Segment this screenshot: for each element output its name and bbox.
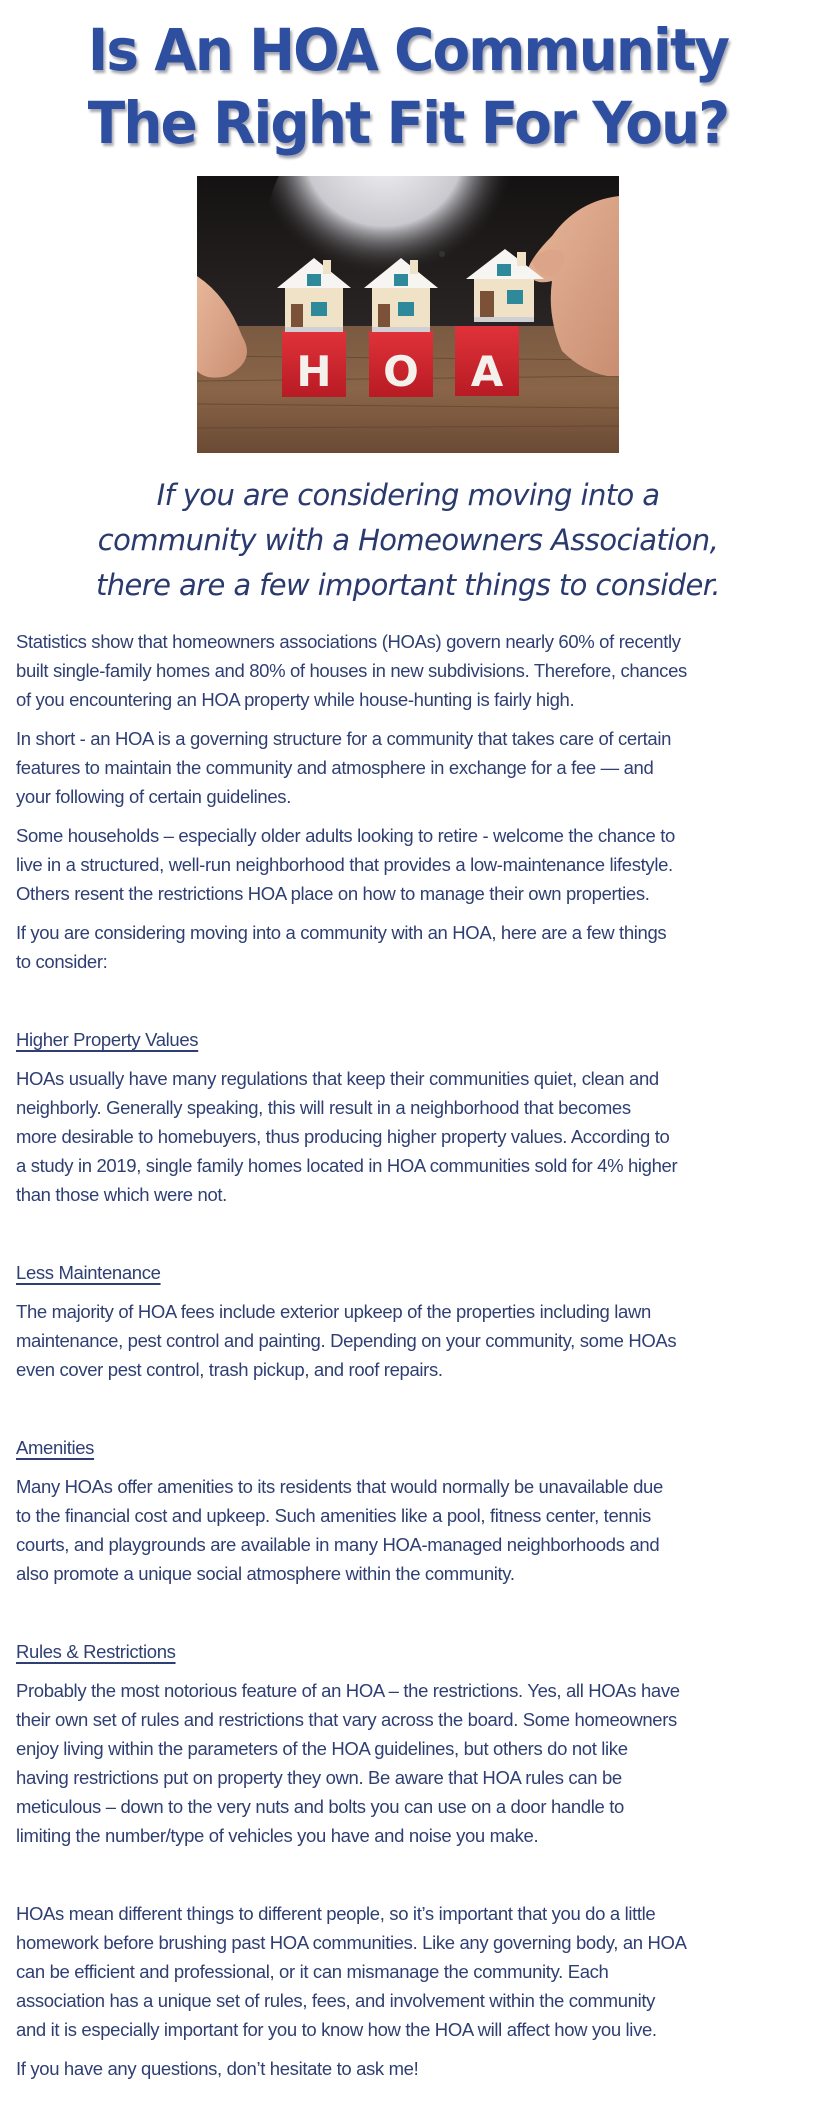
text-line: homework before brushing past HOA communities. Like any governing body, an HOA (16, 1932, 687, 1953)
section-heading-text: Higher Property Values (16, 1029, 199, 1050)
closing-paragraph (16, 1899, 806, 2044)
text-line: Many HOAs offer amenities to its residents that would normally be unavailable due (16, 1476, 663, 1497)
blank-line (16, 1219, 806, 1258)
text-line: of you encountering an HOA property while house-hunting is fairly high. (16, 689, 575, 710)
block-letter-h: H (296, 347, 332, 396)
section-heading-amenities (16, 1433, 806, 1462)
blank-line (16, 1394, 806, 1433)
article-body (16, 627, 806, 2093)
section-heading-rules-restrictions (16, 1637, 806, 1666)
subtitle-line: there are a few important things to consider. (95, 568, 720, 602)
text-line: also promote a unique social atmosphere within the community. (16, 1563, 515, 1584)
text-line: HOAs usually have many regulations that keep their communities quiet, clean and (16, 1068, 659, 1089)
text-line: Others resent the restrictions HOA place on how to manage their own properties. (16, 883, 650, 904)
text-line: a study in 2019, single family homes located in HOA communities sold for 4% higher (16, 1155, 678, 1176)
hero-image (197, 176, 619, 453)
text-line: If you are considering moving into a community with an HOA, here are a few things (16, 922, 667, 943)
hoa-houses-illustration (197, 176, 619, 453)
block-letter-a: A (470, 347, 504, 396)
text-line: maintenance, pest control and painting. Depending on your community, some HOAs (16, 1330, 677, 1351)
section-heading-text: Amenities (16, 1437, 95, 1458)
text-line: enjoy living within the parameters of the HOA guidelines, but others do not like (16, 1738, 628, 1759)
text-line: neighborly. Generally speaking, this will result in a neighborhood that becomes (16, 1097, 631, 1118)
subtitle (0, 473, 816, 608)
text-line: to the financial cost and upkeep. Such amenities like a pool, fitness center, tennis (16, 1505, 651, 1526)
text-line: features to maintain the community and atmosphere in exchange for a fee — and (16, 757, 654, 778)
text-line: even cover pest control, trash pickup, and roof repairs. (16, 1359, 443, 1380)
section-heading-higher-property-values (16, 1025, 806, 1054)
text-line: your following of certain guidelines. (16, 786, 291, 807)
text-line: limiting the number/type of vehicles you have and noise you make. (16, 1825, 539, 1846)
section-heading-less-maintenance (16, 1258, 806, 1287)
text-line: courts, and playgrounds are available in many HOA-managed neighborhoods and (16, 1534, 660, 1555)
text-line: Statistics show that homeowners associations (HOAs) govern nearly 60% of recently (16, 631, 681, 652)
subtitle-line: community with a Homeowners Association, (97, 523, 719, 557)
text-line: Some households – especially older adults looking to retire - welcome the chance to (16, 825, 675, 846)
closing-call-to-action (16, 2054, 806, 2083)
text-line: The majority of HOA fees include exterior upkeep of the properties including lawn (16, 1301, 651, 1322)
text-line: their own set of rules and restrictions that vary across the board. Some homeowners (16, 1709, 677, 1730)
text-line: live in a structured, well-run neighborhood that provides a low-maintenance lifestyle. (16, 854, 673, 875)
text-line: association has a unique set of rules, fees, and involvement within the community (16, 1990, 656, 2011)
text-line: In short - an HOA is a governing structure for a community that takes care of certain (16, 728, 672, 749)
section-heading-text: Rules & Restrictions (16, 1641, 176, 1662)
section-paragraph-amenities (16, 1472, 806, 1588)
text-line: can be efficient and professional, or it can mismanage the community. Each (16, 1961, 609, 1982)
section-paragraph-less-maintenance (16, 1297, 806, 1384)
blank-line (16, 1860, 806, 1899)
text-line: and it is especially important for you to know how the HOA will affect how you live. (16, 2019, 657, 2040)
subtitle-line: If you are considering moving into a (156, 478, 660, 512)
hoa-blocks (282, 326, 519, 397)
text-line: built single-family homes and 80% of houses in new subdivisions. Therefore, chances (16, 660, 687, 681)
text-line: more desirable to homebuyers, thus producing higher property values. According to (16, 1126, 670, 1147)
text-line: If you have any questions, don’t hesitate to ask me! (16, 2058, 419, 2079)
text-line: meticulous – down to the very nuts and bolts you can use on a door handle to (16, 1796, 624, 1817)
page-title (0, 14, 816, 160)
blank-line (16, 986, 806, 1025)
intro-paragraph-consider (16, 918, 806, 976)
intro-paragraph-households (16, 821, 806, 908)
intro-paragraph-definition (16, 724, 806, 811)
blank-line (16, 1598, 806, 1637)
section-paragraph-rules-restrictions (16, 1676, 806, 1850)
text-line: HOAs mean different things to different people, so it’s important that you do a little (16, 1903, 656, 1924)
text-line: having restrictions put on property they own. Be aware that HOA rules can be (16, 1767, 622, 1788)
intro-paragraph-statistics (16, 627, 806, 714)
section-heading-text: Less Maintenance (16, 1262, 161, 1283)
text-line: to consider: (16, 951, 108, 972)
text-line: than those which were not. (16, 1184, 227, 1205)
block-letter-o: O (383, 347, 419, 396)
text-line: Probably the most notorious feature of an HOA – the restrictions. Yes, all HOAs have (16, 1680, 680, 1701)
title-line-2: The Right Fit For You? (87, 89, 729, 157)
section-paragraph-higher-property-values (16, 1064, 806, 1209)
title-line-1: Is An HOA Community (87, 16, 729, 84)
